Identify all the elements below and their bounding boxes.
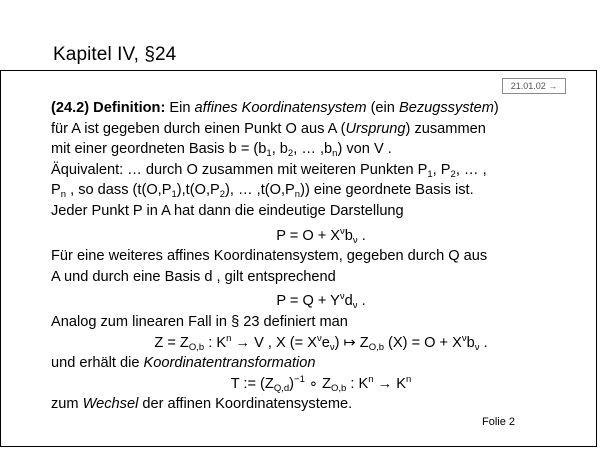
slide-number: Folie 2	[482, 416, 516, 428]
subscript: Q,d	[273, 382, 290, 394]
text-line	[51, 119, 591, 140]
subscript: 1	[266, 148, 272, 160]
subscript: 2	[450, 168, 456, 180]
text-span: P = Q + Y	[276, 293, 340, 310]
text-span: .	[357, 293, 366, 310]
text-span: und erhält die	[51, 355, 144, 372]
text-span: )) eine geordnete Basis ist.	[300, 182, 474, 199]
subscript: O,b	[188, 341, 205, 353]
text-line	[51, 267, 591, 288]
text-span: ) ↦ Z	[334, 334, 369, 351]
subscript: n	[294, 189, 301, 201]
date-link-button[interactable]: 21.01.02 →	[502, 78, 566, 94]
text-line	[51, 98, 591, 119]
text-span: P = O + X	[276, 227, 341, 244]
text-span: mit einer geordneten Basis b = (b	[51, 141, 267, 158]
term-origin: Ursprung	[345, 120, 406, 137]
text-span: , so dass (t(O,P	[66, 182, 172, 199]
text-span: T := (Z	[230, 375, 274, 392]
text-span: Jeder Punkt P in A hat dann die eindeutige Darstellung	[51, 202, 404, 219]
subscript: n	[60, 189, 67, 201]
definition-heading: (24.2) Definition:	[51, 100, 166, 116]
equation-3	[51, 333, 591, 354]
text-line	[51, 394, 591, 415]
text-span: )	[289, 375, 295, 392]
text-line	[51, 201, 591, 222]
subscript: 1	[171, 189, 177, 201]
subscript: 1	[427, 168, 433, 180]
text-span: Z = Z	[154, 334, 189, 351]
text-line	[51, 353, 591, 374]
text-span: Analog zum linearen Fall in § 23 definiert man	[51, 313, 348, 330]
text-span: , P	[432, 161, 451, 178]
text-span: → K	[373, 375, 406, 392]
text-span: ) von V .	[337, 141, 392, 158]
text-span: ) zusammen	[405, 120, 486, 137]
subscript: O,b	[368, 341, 384, 353]
text-span: ∘ Z	[304, 375, 332, 392]
superscript: ν	[461, 332, 467, 344]
text-span: (ein	[366, 100, 399, 116]
superscript: n	[405, 373, 412, 385]
text-span: b	[466, 334, 475, 351]
text-span: d	[344, 293, 353, 310]
text-span: e	[321, 334, 330, 351]
text-line	[51, 139, 591, 160]
equation-2	[51, 291, 591, 312]
text-span: Ein	[165, 100, 195, 116]
text-span: ),t(O,P	[176, 182, 220, 199]
text-span: b	[344, 227, 353, 244]
term-change: Wechsel	[82, 396, 139, 413]
subscript: 2	[219, 189, 226, 201]
text-span: Äquivalent: … durch O zusammen mit weiteren Punkten P	[51, 161, 428, 178]
text-span: , b	[271, 141, 288, 158]
text-line	[51, 312, 591, 333]
subscript: 2	[287, 148, 294, 160]
text-span: (X) = O + X	[384, 334, 462, 351]
text-line	[51, 160, 591, 181]
text-span: zum	[51, 396, 83, 413]
text-span: P	[51, 182, 61, 199]
text-line	[51, 180, 591, 201]
text-line	[51, 246, 591, 267]
definition-text	[51, 98, 591, 415]
term-coordinate-transformation: Koordinatentransformation	[143, 355, 316, 372]
subscript: ν	[352, 300, 358, 312]
equation-4	[51, 374, 591, 395]
superscript: −1	[294, 373, 305, 385]
text-span: → V , X (= X	[231, 334, 317, 351]
superscript: n	[368, 373, 374, 385]
superscript: n	[226, 332, 232, 344]
subscript: O,b	[331, 382, 347, 394]
text-span: , … ,b	[293, 141, 333, 158]
subscript: ν	[474, 341, 480, 353]
subscript: ν	[329, 341, 335, 353]
text-span: .	[357, 227, 366, 244]
text-span: .	[479, 334, 488, 351]
superscript: ν	[340, 225, 345, 237]
slide-title: Kapitel IV, §24	[53, 44, 177, 65]
term-affine-coordinate-system: affines Koordinatensystem	[194, 100, 367, 116]
text-span: der affinen Koordinatensysteme.	[138, 396, 353, 413]
text-span: Für eine weiteres affines Koordinatensystem, gegeben durch Q aus	[51, 248, 488, 265]
text-span: ), … ,t(O,P	[225, 182, 295, 199]
term-reference-system: Bezugssystem	[398, 100, 494, 116]
text-span: , … ,	[455, 161, 487, 178]
text-span: : K	[346, 375, 369, 392]
subscript: n	[332, 148, 338, 160]
text-span: : K	[204, 334, 227, 351]
superscript: ν	[339, 291, 345, 303]
text-span: )	[493, 100, 499, 116]
text-span: für A ist gegeben durch einen Punkt O aus A (	[51, 120, 346, 137]
equation-1	[51, 226, 591, 247]
text-span: A und durch eine Basis d , gilt entsprechend	[51, 268, 336, 285]
subscript: ν	[352, 234, 358, 246]
superscript: ν	[316, 332, 322, 344]
